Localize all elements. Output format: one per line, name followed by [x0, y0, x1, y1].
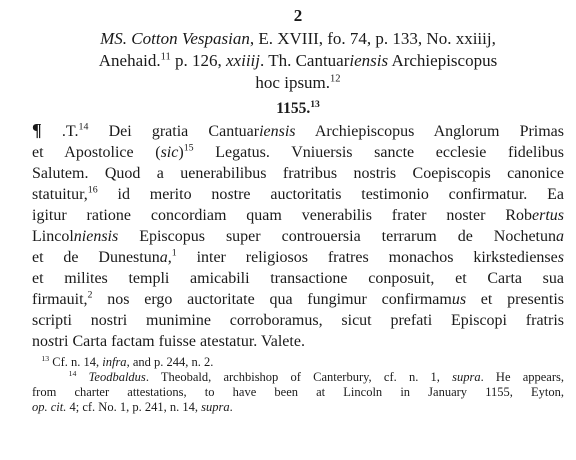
footnote-13: [32, 355, 564, 370]
text-line: [32, 226, 564, 247]
text-line: [32, 289, 564, 310]
footnotes: [32, 355, 564, 415]
footnote-number: 13: [41, 353, 50, 363]
footnote-ref-2[interactable]: 2: [87, 289, 93, 301]
text-line: Salutem. Quod a uenerabilibus fratribus nostris Coepiscopis canonice: [32, 165, 564, 182]
text-run: nos ergo auctoritate qua fungimur confirmam: [92, 291, 452, 308]
manuscript-heading: [32, 28, 564, 94]
footnote-italic: infra: [102, 355, 127, 369]
text-italic: ertus: [532, 207, 564, 224]
text-line: [32, 184, 564, 205]
ms-abbrev: MS: [100, 29, 123, 48]
heading-italic: iensis: [349, 51, 389, 70]
footnote-ref-1[interactable]: 1: [171, 247, 177, 259]
footnote-ref-14[interactable]: 14: [78, 121, 89, 133]
footnote-14-line-2: from charter attestations, to have been at Lincoln in January 1155, Eyton,: [32, 385, 564, 399]
text-line: [32, 331, 564, 352]
heading-text: p. 126,: [170, 51, 227, 70]
ms-reference: , E. XVIII, fo. 74, p. 133, No. xxiiij,: [249, 29, 496, 48]
text-run: et presentis: [466, 291, 564, 308]
text-line: [32, 247, 564, 268]
ms-title: . Cotton Vespasian: [122, 29, 250, 48]
heading-italic: xxiiij: [226, 51, 260, 70]
document-date: [32, 99, 564, 119]
heading-line-2: [32, 50, 564, 72]
footnote-ref-12[interactable]: 12: [330, 73, 341, 85]
footnote-text: . Theobald, archbishop of Canterbury, cf. n. 1,: [145, 370, 453, 384]
text-line: scripti nostri munimine corroboramus, sicut prefati Episcopi fratris: [32, 312, 564, 329]
heading-text: . Th. Cantuar: [260, 51, 350, 70]
text-run: Episcopus super controuersia terrarum de Nochetun: [118, 228, 556, 245]
footnote-14-line-3: [32, 400, 564, 415]
footnote-14: [32, 370, 564, 385]
text-run: no: [32, 333, 48, 350]
text-run: et Apostolice (: [32, 144, 161, 161]
text-italic: us: [451, 291, 467, 308]
footnote-ref-13[interactable]: 13: [310, 98, 320, 110]
text-run: Dei gratia Cantuar: [88, 123, 260, 140]
text-run: tri Carta factam fuisse atestatur. Valete.: [54, 333, 305, 350]
footnote-italic: supra: [452, 370, 481, 384]
footnote-italic: op. cit.: [32, 400, 67, 414]
text-line: et milites templi amicabili transactione conposuit, et Carta sua: [32, 270, 564, 287]
text-italic: sic: [160, 144, 179, 161]
footnote-ref-11[interactable]: 11: [160, 51, 171, 63]
footnote-text: Cf. n. 14,: [49, 355, 103, 369]
page-number: 2: [293, 6, 303, 25]
pilcrow-icon: ¶: [32, 120, 42, 140]
text-run: statuitur,: [32, 186, 88, 203]
text-italic: iensis: [259, 123, 296, 140]
text-line: [32, 120, 564, 142]
text-run: ,: [167, 249, 172, 266]
footnote-italic: supra: [201, 400, 230, 414]
footnote-text: .: [229, 400, 233, 414]
text-italic: s: [557, 249, 564, 266]
text-run: Lincol: [32, 228, 74, 245]
text-run: inter religiosos fratres monachos kirkstediense: [176, 249, 558, 266]
text-run: Legatus. Vniuersis sancte ecclesie fidelibus: [193, 144, 565, 161]
text-run: et de Dunestun: [32, 249, 160, 266]
text-italic: niensis: [73, 228, 119, 245]
footnote-ref-15[interactable]: 15: [183, 142, 194, 154]
footnote-text: 4; cf. No. 1, p. 241, n. 14,: [66, 400, 202, 414]
footnote-italic: Teodbaldus: [88, 370, 146, 384]
text-line: [32, 142, 564, 163]
text-italic: s: [48, 333, 55, 350]
text-run: igitur ratione concordiam quam venerabilis frater noster Rob: [32, 207, 532, 224]
footnote-text: , and p. 244, n. 2.: [126, 355, 214, 369]
footnote-number: 14: [68, 368, 77, 378]
heading-text: hoc ipsum.: [255, 73, 331, 92]
text-run: tre auctoritatis testimonio confirmatur. Ea: [233, 186, 564, 203]
heading-text: Archiepiscopus: [388, 51, 498, 70]
text-run: Archiepiscopus Anglorum Primas: [295, 123, 565, 140]
text-run: ): [178, 144, 184, 161]
charter-text: [32, 120, 564, 352]
date-text: 1155.: [276, 100, 311, 117]
text-italic: a: [159, 249, 168, 266]
text-run: .T.: [41, 123, 79, 140]
text-run: id merito no: [97, 186, 228, 203]
heading-line-3: [32, 72, 564, 94]
footnote-text: . He appears,: [480, 370, 565, 384]
footnote-ref-16[interactable]: 16: [87, 184, 98, 196]
text-run: firmauit,: [32, 291, 88, 308]
heading-text: Anehaid.: [98, 51, 161, 70]
text-italic: a: [556, 228, 564, 245]
text-line: [32, 205, 564, 226]
heading-line-1: [32, 28, 564, 50]
text-italic: s: [227, 186, 234, 203]
